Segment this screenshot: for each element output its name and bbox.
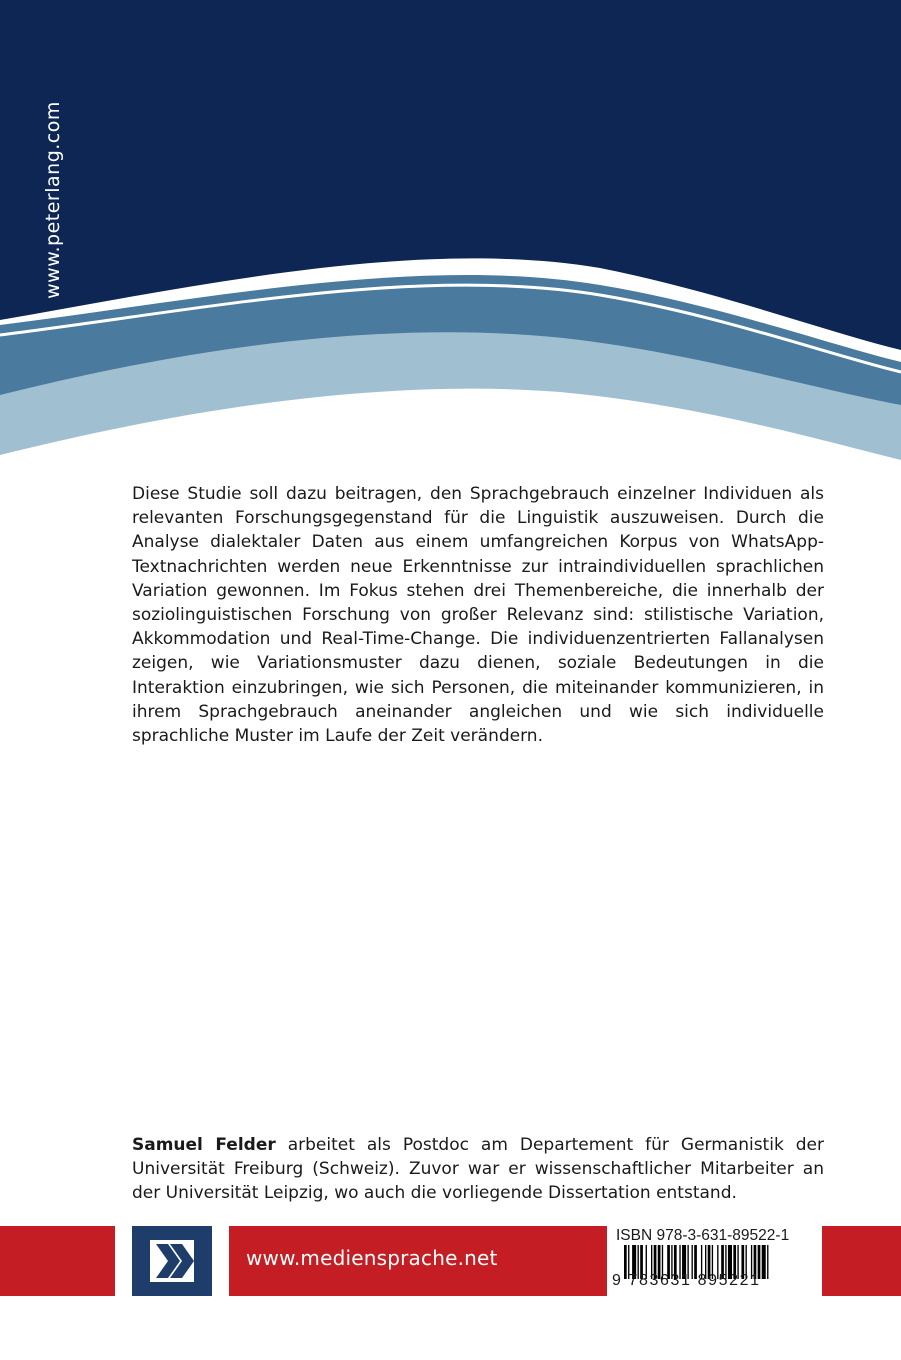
footer-red-right [822, 1226, 901, 1296]
header-wave-graphic [0, 0, 901, 470]
series-logo [132, 1226, 212, 1296]
publisher-url-vertical: www.peterlang.com [42, 101, 64, 299]
double-chevron-right-icon [132, 1226, 212, 1296]
author-name: Samuel Felder [132, 1135, 276, 1155]
isbn-barcode-block [612, 1227, 822, 1293]
author-bio-text: arbeitet als Postdoc am Departement für Germanistik der Universität Freiburg (Schweiz). Zuvor war er wissenschaftlicher Mitarbeiter an der Universität Leipzig, wo auch die vorliegende Dissertation entstand. [132, 1135, 824, 1204]
book-description: Diese Studie soll dazu beitragen, den Sprachgebrauch einzelner Individuen als relevanten Forschungsgegenstand für die Linguistik auszuweisen. Durch die Analyse dialektaler Daten aus einem umfangreichen Korpus von WhatsApp-Textnachrichten werden neue Erkenntnisse zur intraindividuellen sprachlichen Variation gewonnen. Im Fokus stehen drei Themenbereiche, die innerhalb der soziolinguistischen Forschung von großer Relevanz sind: stilistische Variation, Akkommodation und Real-Time-Change. Die individuenzentrierten Fallanalysen zeigen, wie Variationsmuster dazu dienen, soziale Bedeutungen in die Interaktion einzubringen, wie sich Personen, die miteinander kommunizieren, in ihrem Sprachgebrauch aneinander angleichen und wie sich individuelle sprachliche Muster im Laufe der Zeit verändern. [132, 484, 824, 747]
isbn-label: ISBN 978-3-631-89522-1 [616, 1227, 790, 1244]
series-website: www.mediensprache.net [246, 1246, 498, 1270]
footer-red-banner [229, 1226, 607, 1296]
barcode-digits: 9 783631 895221 [612, 1272, 761, 1289]
footer-red-left [0, 1226, 115, 1296]
author-biography [132, 1133, 824, 1206]
